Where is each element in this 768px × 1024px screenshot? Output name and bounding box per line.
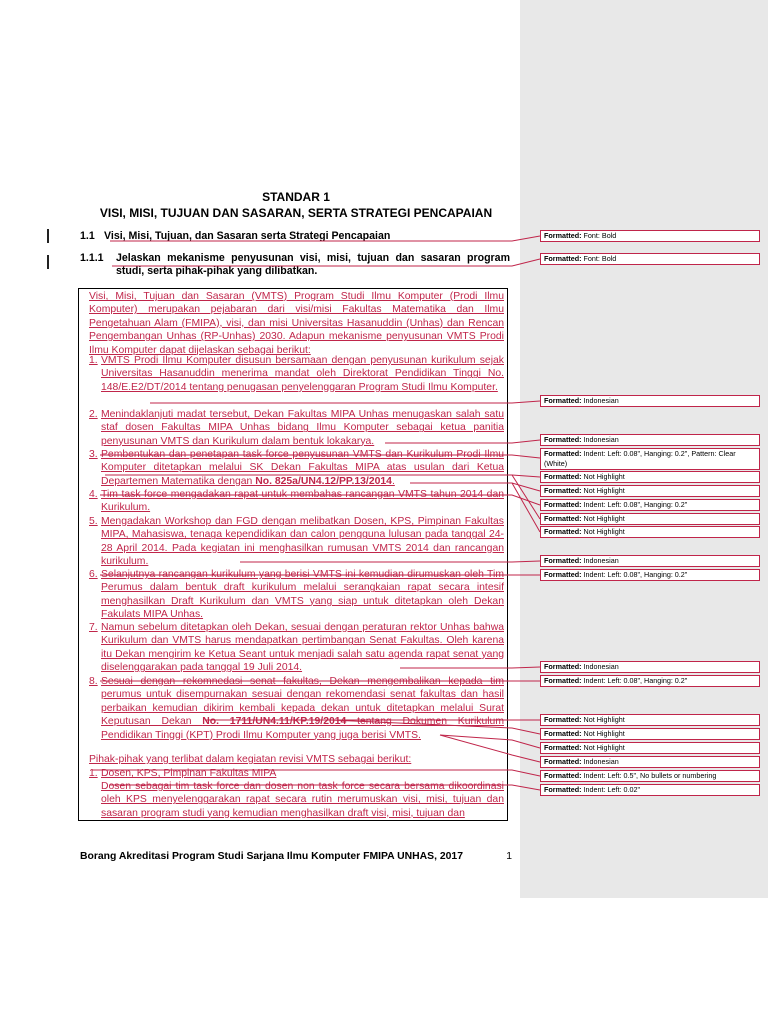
- format-comment[interactable]: Formatted: Not Highlight: [540, 471, 760, 483]
- format-comment[interactable]: Formatted: Not Highlight: [540, 513, 760, 525]
- heading-text: Visi, Misi, Tujuan, dan Sasaran serta Strategi Pencapaian: [104, 230, 391, 242]
- list-item: 3. Pembentukan dan penetapan task force penyusunan VMTS dan Kurikulum Prodi Ilmu Komputer ditetapkan melalui SK Dekan Fakultas MIPA atas usulan dari Ketua Departemen Matematika dengan No. 825a/UN4.12/PP.13/2014.: [89, 449, 504, 487]
- format-comment[interactable]: Formatted: Not Highlight: [540, 485, 760, 497]
- format-comment[interactable]: Formatted: Indent: Left: 0.08", Hanging: 0.2", Pattern: Clear (White): [540, 448, 760, 470]
- heading-number: 1.1: [80, 230, 95, 242]
- section-heading-1-1-1: [80, 252, 512, 278]
- page-footer: [80, 851, 512, 862]
- stakeholders-intro: Pihak-pihak yang terlibat dalam kegiatan revisi VMTS sebagai berikut:: [89, 754, 412, 765]
- list-item: 8. Sesuai dengan rekomnedasi senat fakultas, Dekan mengembalikan kepada tim perumus untuk disempurnakan sesuai dengan rekomendasi senat fakultas dan hasil perbaikan kemudian dikirim kembali kepada dekan untuk ditetapkan melalui Surat Keputusan Dekan No. 1711/UN4.11/KP.19/2014 tentang Dokumen Kurikulum Pendidikan Tinggi (KPT) Prodi Ilmu Komputer yang juga berisi VMTS.: [89, 676, 504, 741]
- format-comment[interactable]: Formatted: Indonesian: [540, 395, 760, 407]
- standard-subtitle: VISI, MISI, TUJUAN DAN SASARAN, SERTA STRATEGI PENCAPAIAN: [99, 206, 493, 220]
- list-item: 6. Selanjutnya rancangan kurikulum yang berisi VMTS ini kemudian dirumuskan oleh Tim Perumus dalam bentuk draft kurikulum melalui serangkaian rapat secara intesif menghasilkan Draft Kurikulum dan VMTS yang siap untuk ditetapkan oleh Dekan Fakulats MIPA Unhas.: [89, 569, 504, 621]
- list-item-body: Dosen sebagai tim task force dan dosen non task force secara bersama dikoordinasi oleh KPS menyelenggarakan rapat secara rutin merumuskan visi, misi, tujuan dan sasaran program studi yang kemudian menghasilkan draft visi, misi, tujuan dan: [101, 781, 504, 819]
- list-item: 5. Mengadakan Workshop dan FGD dengan melibatkan Dosen, KPS, Pimpinan Fakultas MIPA, Mahasiswa, tenaga kependidikan dan calon pengguna lulusan pada tanggal 24-28 April 2014. Pada kegiatan ini menghasilkan rumusan VMTS 2014 dan rancangan kurikulum.: [89, 516, 504, 568]
- heading-number: 1.1.1: [80, 252, 104, 264]
- format-comment[interactable]: Formatted: Indonesian: [540, 434, 760, 446]
- format-comment[interactable]: Formatted: Not Highlight: [540, 728, 760, 740]
- format-comment[interactable]: Formatted: Not Highlight: [540, 526, 760, 538]
- change-bar: [47, 255, 49, 269]
- format-comment[interactable]: Formatted: Font: Bold: [540, 253, 760, 265]
- list-item: 7. Namun sebelum ditetapkan oleh Dekan, sesuai dengan peraturan rektor Unhas bahwa Kurikulum dan VMTS harus mendapatkan pertimbangan Senat Fakultas. Oleh karena itu Dekan mengirim ke Ketua Seant untuk menjadi salah satu agenda rapat senat yang diselenggarakan pada tanggal 19 Juli 2014.: [89, 622, 504, 674]
- format-comment[interactable]: Formatted: Indent: Left: 0.08", Hanging: 0.2": [540, 569, 760, 581]
- format-comment[interactable]: Formatted: Indent: Left: 0.02": [540, 784, 760, 796]
- format-comment[interactable]: Formatted: Indonesian: [540, 661, 760, 673]
- footer-text: Borang Akreditasi Program Studi Sarjana Ilmu Komputer FMIPA UNHAS, 2017: [80, 851, 463, 862]
- format-comment[interactable]: Formatted: Not Highlight: [540, 714, 760, 726]
- format-comment[interactable]: Formatted: Indent: Left: 0.5", No bullets or numbering: [540, 770, 760, 782]
- format-comment[interactable]: Formatted: Indonesian: [540, 756, 760, 768]
- change-bar: [47, 229, 49, 243]
- format-comment[interactable]: Formatted: Indent: Left: 0.08", Hanging: 0.2": [540, 499, 760, 511]
- decree-number: No. 1711/UN4.11/KP.19/2014: [202, 716, 347, 728]
- standard-title: STANDAR 1: [262, 190, 330, 204]
- list-item: 1. VMTS Prodi Ilmu Komputer disusun bersamaan dengan penyusunan kurikulum sejak Universitas Hasanuddin menerima mandat oleh Direktorat Pendidikan Tinggi No. 148/E.E2/DT/2014 tentang penugasan penyelenggaran Program Studi Ilmu Komputer.: [89, 355, 504, 393]
- list-item: 4. Tim task force mengadakan rapat untuk membahas rancangan VMTS tahun 2014 dan Kurikulum.: [89, 489, 504, 514]
- list-item: 1. Dosen, KPS, Pimpinan Fakultas MIPA: [89, 768, 277, 779]
- format-comment[interactable]: Formatted: Font: Bold: [540, 230, 760, 242]
- decree-number: No. 825a/UN4.12/PP.13/2014: [255, 475, 392, 487]
- intro-paragraph: Visi, Misi, Tujuan dan Sasaran (VMTS) Program Studi Ilmu Komputer (Prodi Ilmu Komputer) merupakan pejabaran dari visi/misi Fakultas Matematika dan Ilmu Pengetahuan Alam (FMIPA), visi, dan misi Universitas Hasanuddin (Unhas) dan Rencan Pengembangan Unhas (RP-Unhas) 2030. Adapun mekanisme penyusunan VMTS Prodi Ilmu Komputer dapat dijelaskan sebagai berikut:: [89, 291, 504, 356]
- format-comment[interactable]: Formatted: Not Highlight: [540, 742, 760, 754]
- format-comment[interactable]: Formatted: Indent: Left: 0.08", Hanging: 0.2": [540, 675, 760, 687]
- format-comment[interactable]: Formatted: Indonesian: [540, 555, 760, 567]
- heading-text: Jelaskan mekanisme penyusunan visi, misi, tujuan dan sasaran program studi, serta pihak-pihak yang dilibatkan.: [116, 252, 510, 277]
- list-item: 2. Menindaklanjuti madat tersebut, Dekan Fakultas MIPA Unhas menugaskan salah satu staf dosen Fakultas MIPA Unhas bidang Ilmu Komputer sebagai ketua panitia penyusunan VMTS dan Kurikulum dalam bentuk lokakarya.: [89, 409, 504, 447]
- page-number: 1: [506, 851, 512, 862]
